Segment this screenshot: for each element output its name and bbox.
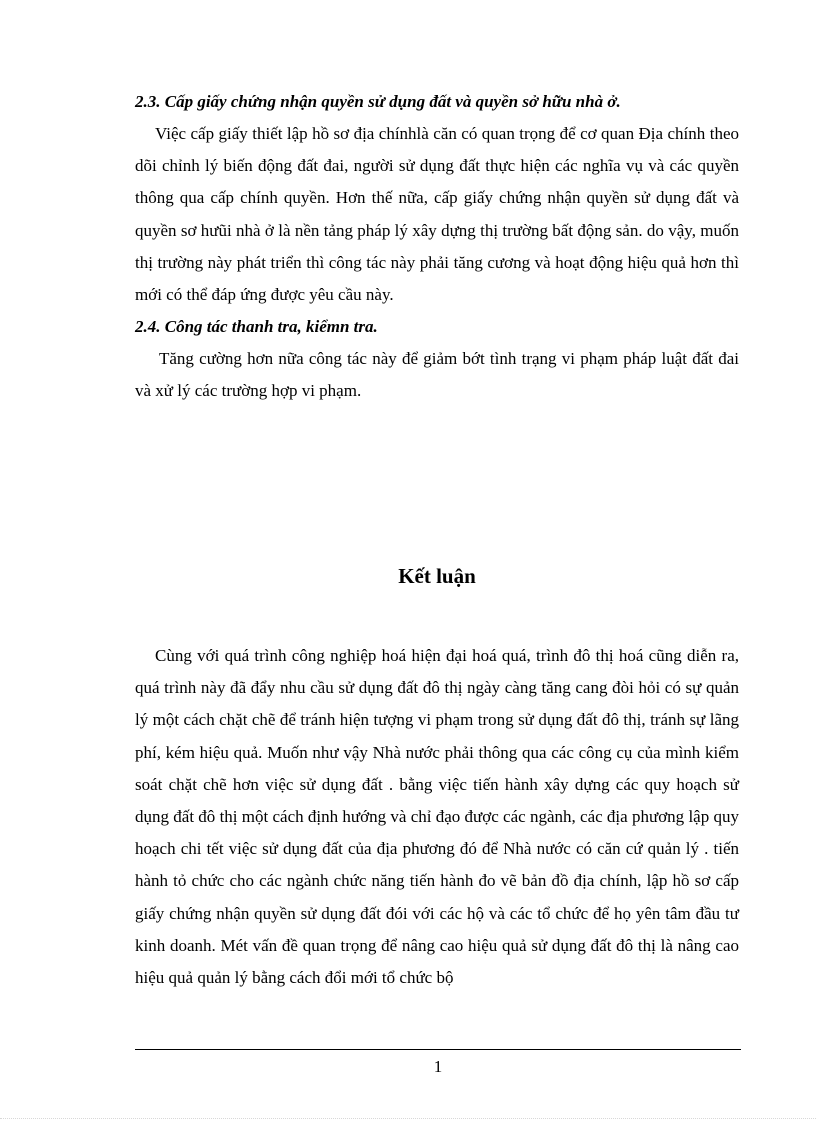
conclusion-title: Kết luận [398, 564, 476, 588]
document-body [135, 86, 739, 408]
section-2-4-heading: 2.4. Công tác thanh tra, kiểmn tra. [135, 317, 378, 337]
page-bottom-border [0, 1118, 816, 1119]
section-2-3-paragraph: Việc cấp giấy thiết lập hồ sơ địa chínhlà căn có quan trọng để cơ quan Địa chính theo dõi chỉnh lý biến động đất đai, người sử dụng đất thực hiện các nghĩa vụ và các quyền thông qua cấp chính quyền. Hơn thế nữa, cấp giấy chứng nhận quyền sử dụng đất và quyền sơ hưũi nhà ở là nền tảng pháp lý xây dựng thị trường bất động sản. do vậy, muốn thị trường này phát triển thì công tác này phải tăng cương và hoạt động hiệu quả hơn thì mới có thể đáp ứng được yêu cầu này. [135, 124, 739, 305]
section-2-3-heading: 2.3. Cấp giấy chứng nhận quyền sử dụng đất và quyền sở hữu nhà ở. [135, 92, 621, 111]
conclusion-section [135, 640, 739, 994]
footer-divider [135, 1049, 741, 1050]
page-number: 1 [433, 1057, 443, 1076]
section-2-4-paragraph: Tăng cường hơn nữa công tác này để giảm bớt tình trạng vi phạm pháp luật đất đai và xử lý các trường hợp vi phạm. [135, 349, 739, 401]
conclusion-paragraph: Cùng với quá trình công nghiệp hoá hiện đại hoá quá, trình đô thị hoá cũng diễn ra, quá trình này đã đẩy nhu cầu sử dụng đất đô thị ngày càng tăng cang đòi hỏi có sự quản lý một cách chặt chẽ để tránh hiện tượng vi phạm trong sử dụng đất đô thị, tránh sự lãng phí, kém hiệu quả. Muốn như vậy Nhà nước phải thông qua các công cụ của mình kiểm soát chặt chẽ hơn việc sử dụng đất . bằng việc tiến hành xây dựng các quy hoạch sử dụng đất đô thị một cách định hướng và chỉ đạo được các ngành, các địa phương lập quy hoạch chi tết việc sử dụng đất của địa phương đó để Nhà nước có căn cứ quản lý . tiến hành tỏ chức cho các ngành chức năng tiến hành đo vẽ bản đồ địa chính, lập hồ sơ cấp giấy chứng nhận quyền sử dụng đất đói với các hộ và các tổ chức để họ yên tâm đầu tư kinh doanh. Mét vấn đề quan trọng để nâng cao hiệu quả sử dụng đất đô thị là nâng cao hiệu quả quản lý bằng cách đổi mới tổ chức bộ [135, 646, 739, 988]
